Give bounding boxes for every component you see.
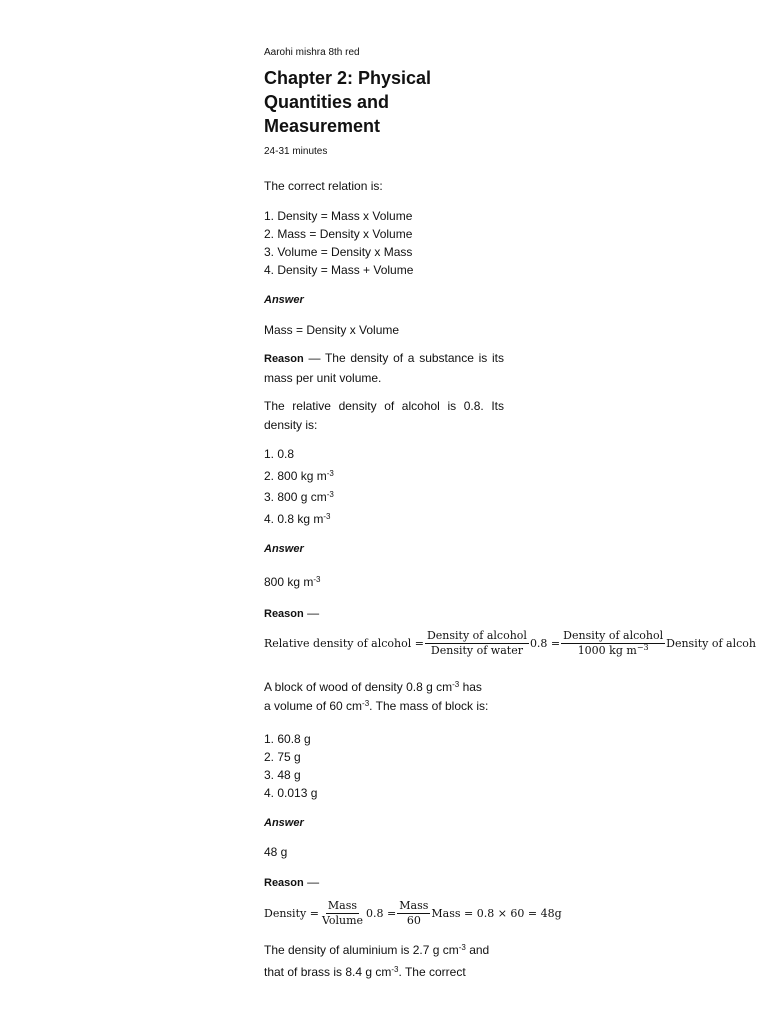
q3-option-4: 4. 0.013 g [264,786,318,800]
fraction: $\frac{\text{Mass}}{\text{Volume}}$ [321,899,364,927]
q3-option-3: 3. 48 g [264,768,301,782]
q1-answer-label: Answer [264,294,304,306]
q1-reason [264,349,504,388]
q3-reason: Reason — [264,875,320,889]
q3-option-1: 1. 60.8 g [264,732,311,746]
fraction: $\frac{\text{Density of alcohol}}{\text{Density of water}}$ [426,630,527,657]
q1-option-1: 1. Density = Mass x Volume [264,209,413,223]
q1-option-2: 2. Mass = Density x Volume [264,227,413,241]
q2-option-2: 2. 800 kg $m^{-3}$ [264,469,334,483]
q2-option-3: 3. 800 g $cm^{-3}$ [264,490,334,504]
author-line: Aarohi mishra 8th red [264,47,360,58]
reading-time: 24-31 minutes [264,146,328,157]
q3-equation: Density = $\frac{\text{Mass}}{\text{Volume}}$ 0.8 = $\frac{\text{Mass}}{60}$ Mass = 0.8 × 60 = 48g [264,899,562,927]
q2-answer: 800 kg $m^{-3}$ [264,575,321,589]
q1-reason-label: Reason [264,353,304,365]
q1-reason-text: — The density of a substance is its mass per unit volume. [264,351,504,385]
q3-option-2: 2. 75 g [264,750,301,764]
q3-reason-label: Reason [264,877,304,889]
fraction: $\frac{\text{Density of alcohol}}{1000 kg m^{-3}}$ [563,630,664,657]
q3-answer-label: Answer [264,817,304,829]
q3-question: A block of wood of density 0.8 g $cm^{-3}$ has a volume of 60 $cm^{-3}$. The mass of block is: [264,680,489,713]
page-title: Chapter 2: Physical Quantities and Measurement [264,68,432,136]
q1-answer: Mass = Density x Volume [264,323,400,337]
q2-question: The relative density of alcohol is 0.8. Its density is: [264,399,504,432]
q2-reason-label: Reason [264,608,304,620]
q2-answer-label: Answer [264,543,304,555]
eq-lhs: Relative density of alcohol = [264,637,424,650]
fraction: $\frac{\text{Mass}}{60}$ [399,899,429,927]
q2-equation: Relative density of alcohol = $\frac{\text{Density of alcohol}}{\text{Density of water}}$ 0.8 = $\frac{\text{Density of alcohol}}{1000 kg m^{-3}}$ Density of alcoh [264,630,756,657]
q2-option-1: 1. 0.8 [264,447,295,461]
q2-option-4: 4. 0.8 kg $m^{-3}$ [264,512,331,526]
q1-option-4: 4. Density = Mass + Volume [264,263,414,277]
q1-option-3: 3. Volume = Density x Mass [264,245,413,259]
q2-reason: Reason — [264,606,320,620]
q1-question: The correct relation is: [264,179,383,193]
q3-answer: 48 g [264,845,288,859]
q4-question: The density of aluminium is 2.7 g $cm^{-3}$ and that of brass is 8.4 g $cm^{-3}$. The correct [264,943,490,979]
